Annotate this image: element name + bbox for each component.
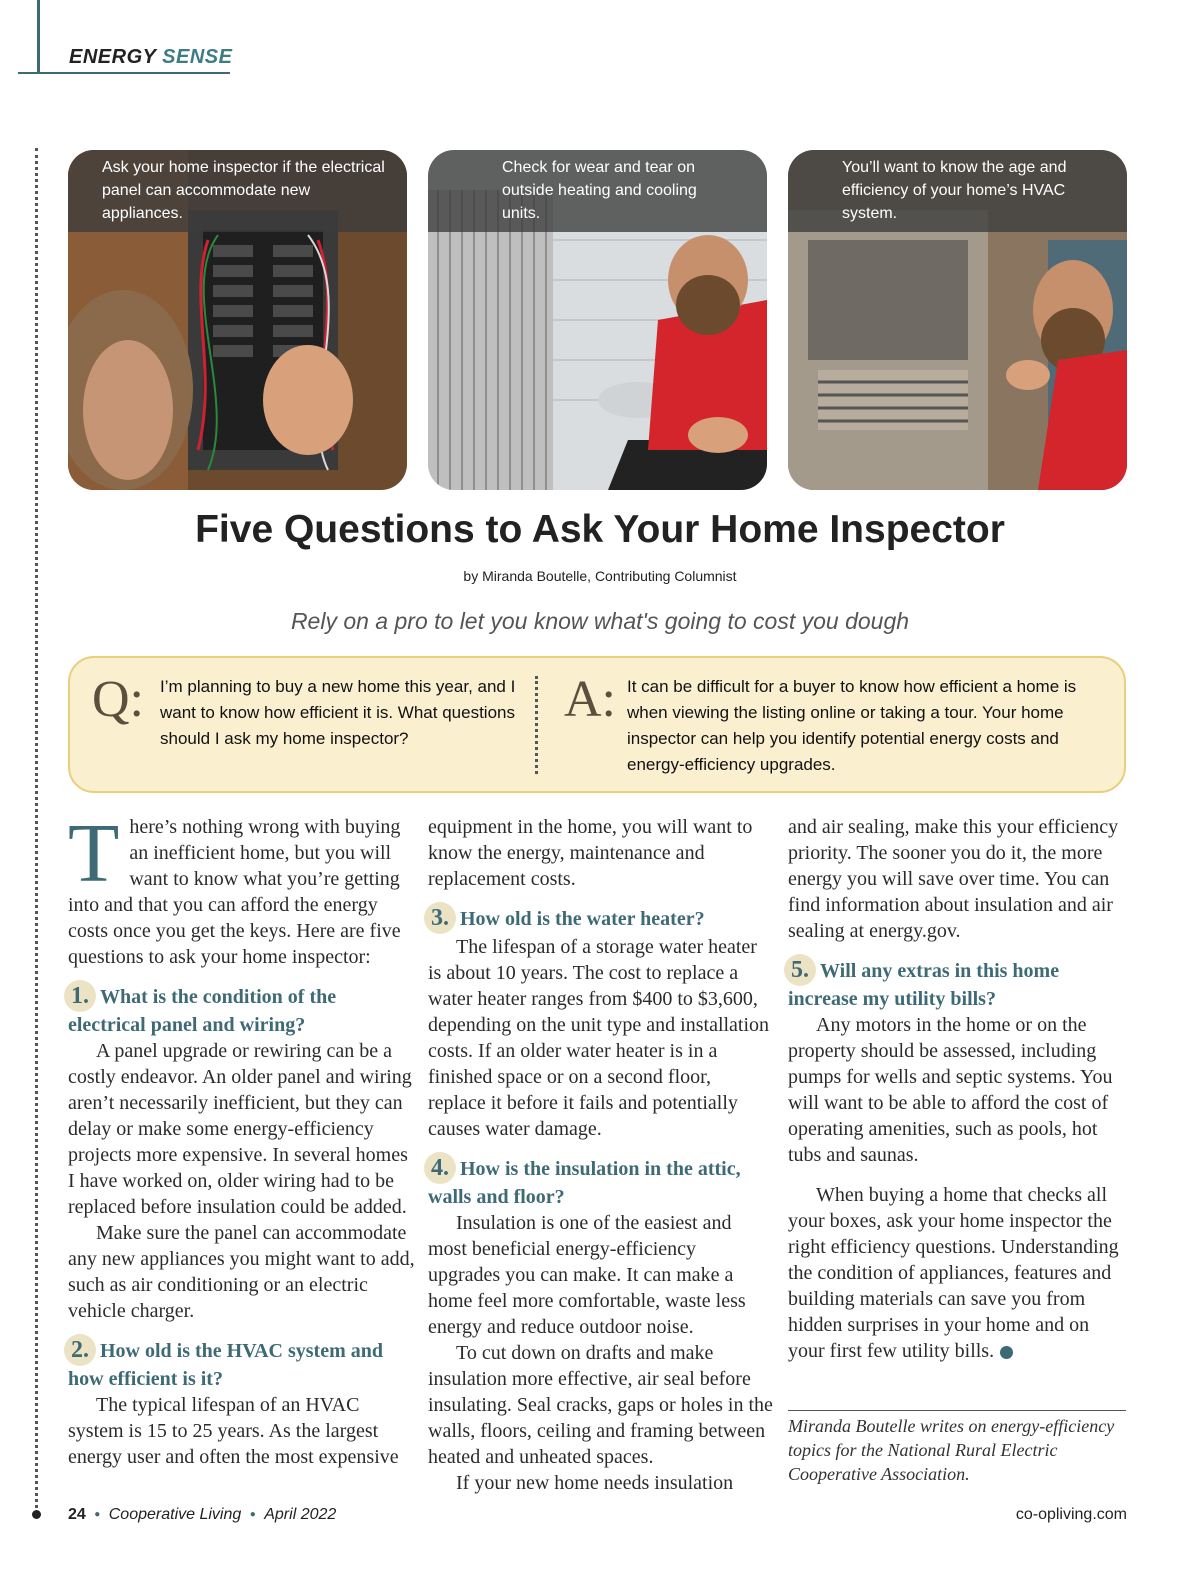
question-heading-text-3: How old is the water heater? [460,908,705,930]
photo-caption: Check for wear and tear on outside heating and cooling units. [428,150,767,232]
section-label-word2: SENSE [162,46,233,68]
closing-text: When buying a home that checks all your boxes, ask your home inspector the right efficiency questions. Understanding the condition of appliances, features and building materials can save you from hidden surprises in your home and on your first few utility bills. [788,1184,1119,1362]
article-column-2 [428,814,773,1496]
issue-date: April 2022 [264,1506,337,1523]
question-heading-text-1: What is the condition of the electrical panel and wiring? [68,986,337,1036]
website-url: co-opliving.com [1015,1506,1127,1523]
end-of-article-mark [1000,1346,1013,1359]
page-number: 24 [68,1506,86,1523]
header-underline [18,72,230,74]
intro-text: here’s nothing wrong with buying an inefficient home, but you will want to know what you’re getting into and that you can afford the energy costs once you get the keys. Here are five questions to ask your home inspector: [68,816,401,968]
question-heading-2 [68,1334,418,1392]
columnist-answer: It can be difficult for a buyer to know how efficient a home is when viewing the listing online or taking a tour. Your home inspector can help you identify potential energy costs and energy-efficiency upgrades. [627,677,1077,774]
body-paragraph: If your new home needs insulation [456,1472,734,1494]
question-heading-text-4: How is the insulation in the attic, walls and floor? [428,1158,741,1208]
body-paragraph: To cut down on drafts and make insulation more effective, air seal before insulating. Seal cracks, gaps or holes in the walls, floors, ceiling and framing between heated and unheated spaces. [428,1342,773,1468]
body-paragraph-continued: and air sealing, make this your efficiency priority. The sooner you do it, the more energy you will save over time. You can find information about insulation and air sealing at energy.gov. [788,816,1119,942]
photo-outdoor-unit [428,150,767,490]
section-label-word1: ENERGY [69,46,157,68]
page-footer [68,1506,336,1524]
dotted-margin-rule [35,148,38,1508]
photo-caption: You’ll want to know the age and efficiency of your home’s HVAC system. [788,150,1127,232]
question-answer-box [68,656,1126,793]
question-heading-text-2: How old is the HVAC system and how efficient is it? [68,1340,383,1390]
article-column-1 [68,807,418,1470]
question-letter: Q: [92,671,144,728]
dotted-rule-end-dot [32,1510,41,1519]
question-heading-1 [68,980,418,1038]
body-paragraph: Any motors in the home or on the property should be assessed, including pumps for wells and septic systems. You will want to be able to afford the cost of operating amenities, such as pools, hot tubs and saunas. [788,1014,1113,1166]
body-paragraph-continued: equipment in the home, you will want to know the energy, maintenance and replacement costs. [428,816,753,890]
header-accent-line [37,0,40,74]
question-number-4: 4. [424,1152,456,1184]
qa-divider [535,676,538,774]
question-number-3: 3. [424,902,456,934]
reader-question: I’m planning to buy a new home this year, and I want to know how efficient it is. What questions should I ask my home inspector? [160,677,516,748]
question-heading-3 [428,902,773,934]
intro-paragraph [68,807,418,970]
bio-divider [788,1410,1126,1411]
article-deck: Rely on a pro to let you know what's going to cost you dough [290,608,910,634]
byline: by Miranda Boutelle, Contributing Columnist [463,568,737,584]
footer-separator-dot: ● [249,1509,256,1521]
photo-hvac-system [788,150,1127,490]
article-column-3 [788,814,1128,1364]
question-heading-4 [428,1152,773,1210]
question-heading-text-5: Will any extras in this home increase my utility bills? [788,960,1060,1010]
section-label [69,46,232,69]
photo-caption: Ask your home inspector if the electrical panel can accommodate new appliances. [68,150,407,232]
answer-letter: A: [564,671,616,728]
question-number-2: 2. [64,1334,96,1366]
body-paragraph: Make sure the panel can accommodate any new appliances you might want to add, such as air conditioning or an electric vehicle charger. [68,1222,415,1322]
question-number-5: 5. [784,954,816,986]
article-title-bold: Ask Your Home Inspector [531,508,1005,551]
photo-electrical-panel [68,150,407,490]
article-title [0,508,1200,552]
body-paragraph: The lifespan of a storage water heater is about 10 years. The cost to replace a water heater ranges from $400 to $3,600, depending on the unit type and installation costs. If an older water heater is in a finished space or on a second floor, replace it before it fails and potentially causes water damage. [428,936,770,1140]
author-bio: Miranda Boutelle writes on energy-efficiency topics for the National Rural Electric Cooperative Association. [788,1416,1115,1484]
drop-cap: T [68,807,120,900]
question-number-1: 1. [64,980,96,1012]
magazine-name: Cooperative Living [108,1506,242,1523]
article-title-light: Five Questions to [195,508,523,551]
footer-separator-dot: ● [94,1509,101,1521]
closing-paragraph [788,1182,1128,1364]
body-paragraph: Insulation is one of the easiest and most beneficial energy-efficiency upgrades you can make. It can make a home feel more comfortable, waste less energy and reduce outdoor noise. [428,1212,746,1338]
body-paragraph: A panel upgrade or rewiring can be a costly endeavor. An older panel and wiring aren’t necessarily inefficient, but they can delay or make some energy-efficiency projects more expensive. In several homes I have worked on, older wiring had to be replaced before insulation could be added. [68,1040,412,1218]
question-heading-5 [788,954,1128,1012]
paragraph-gap [788,1168,1128,1182]
body-paragraph: The typical lifespan of an HVAC system is 15 to 25 years. As the largest energy user and often the most expensive [68,1394,399,1468]
